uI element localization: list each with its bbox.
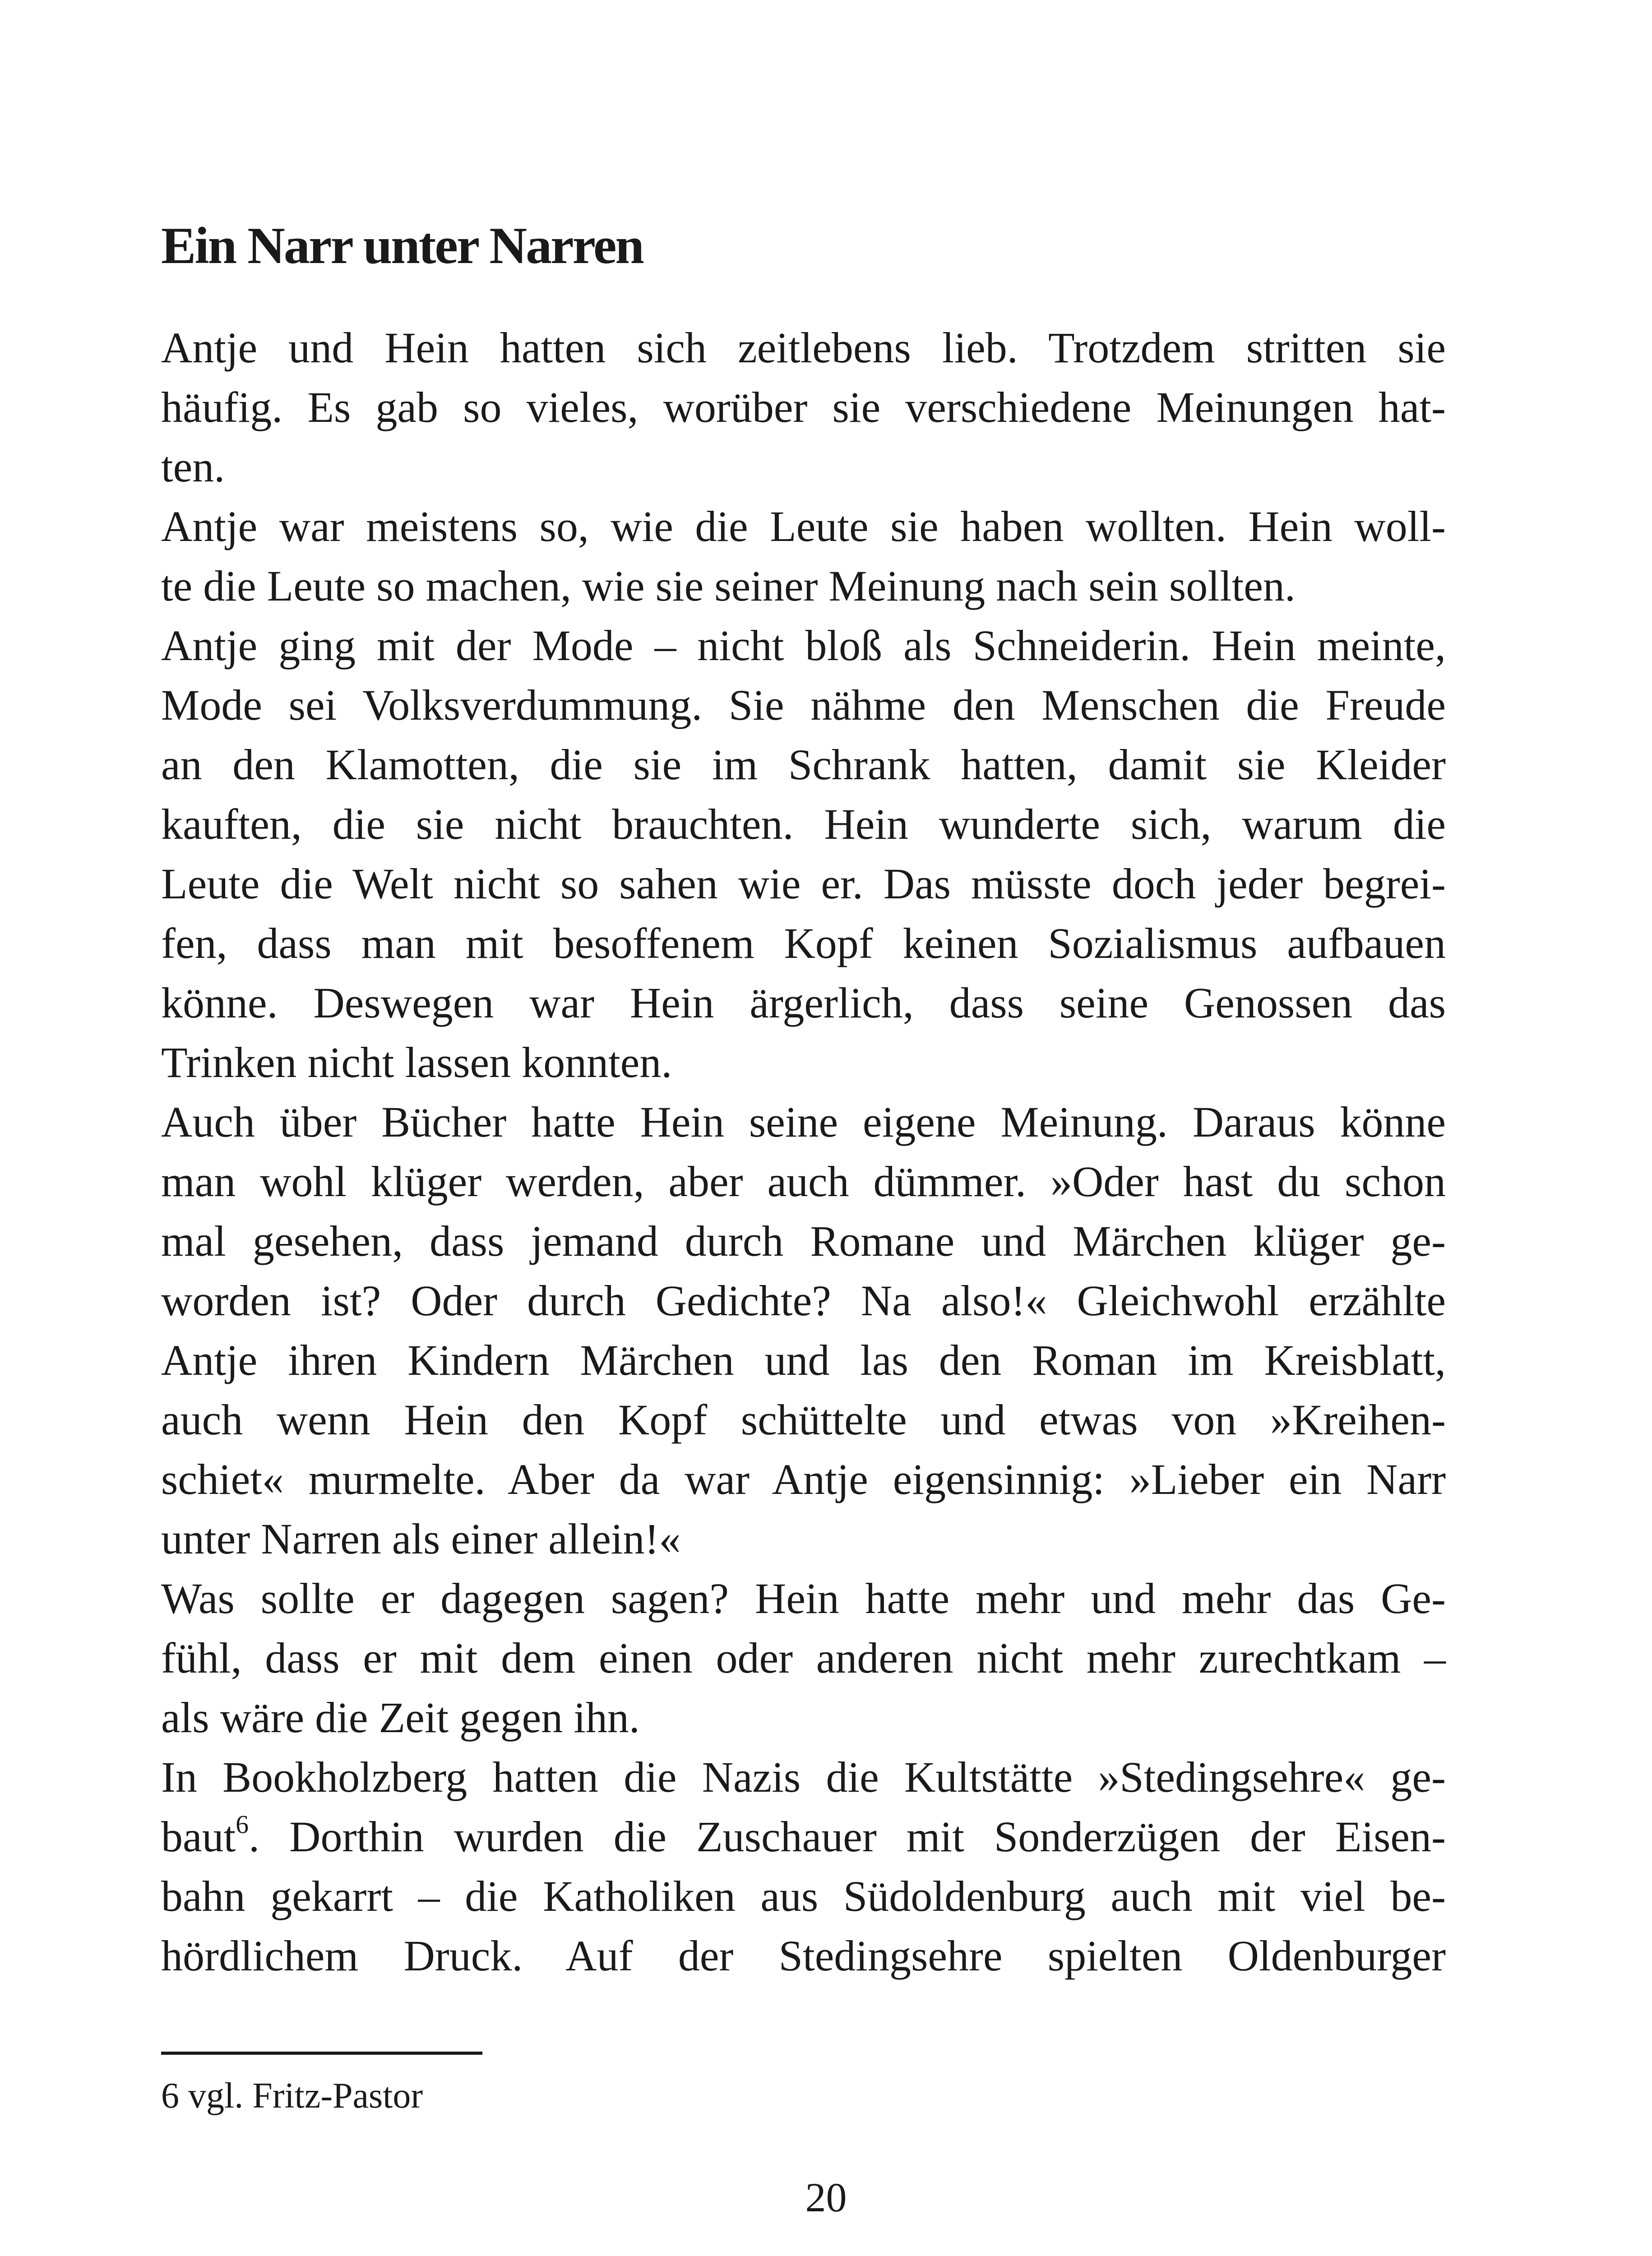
text-fragment: . Dorthin wurden die Zuschauer mit Sonderzügen der Eisen-	[249, 1812, 1446, 1861]
text-line: an den Klamotten, die sie im Schrank hatten, damit sie Kleider	[161, 740, 1446, 789]
text-line: als wäre die Zeit gegen ihn.	[161, 1693, 640, 1742]
text-line: auch wenn Hein den Kopf schüttelte und etwas von »Kreihen-	[161, 1396, 1446, 1444]
body-text	[161, 318, 1446, 1986]
text-line: Mode sei Volksverdummung. Sie nähme den Menschen die Freude	[161, 681, 1446, 729]
text-line-with-footnote-ref	[161, 1807, 1446, 1867]
text-line: könne. Deswegen war Hein ärgerlich, dass seine Genossen das	[161, 979, 1446, 1027]
text-line: worden ist? Oder durch Gedichte? Na also!« Gleichwohl erzählte	[161, 1276, 1446, 1325]
text-line: Antje ihren Kindern Märchen und las den Roman im Kreisblatt,	[161, 1336, 1446, 1384]
text-line: kauften, die sie nicht brauchten. Hein wunderte sich, warum die	[161, 800, 1446, 848]
text-line: Antje und Hein hatten sich zeitlebens lieb. Trotzdem stritten sie	[161, 324, 1446, 372]
page-number: 20	[805, 2174, 847, 2220]
text-line: Leute die Welt nicht so sahen wie er. Das müsste doch jeder begrei-	[161, 860, 1446, 908]
text-line: fühl, dass er mit dem einen oder anderen nicht mehr zurechtkam –	[161, 1634, 1446, 1682]
footnote-reference[interactable]: 6	[236, 1810, 249, 1839]
text-line: fen, dass man mit besoffenem Kopf keinen Sozialismus aufbauen	[161, 919, 1446, 967]
text-line: unter Narren als einer allein!«	[161, 1515, 681, 1563]
text-line: schiet« murmelte. Aber da war Antje eigensinnig: »Lieber ein Narr	[161, 1455, 1446, 1503]
text-line: Antje ging mit der Mode – nicht bloß als Schneiderin. Hein meinte,	[161, 621, 1446, 670]
text-line: te die Leute so machen, wie sie seiner Meinung nach sein sollten.	[161, 562, 1296, 610]
text-line: Antje war meistens so, wie die Leute sie haben wollten. Hein woll-	[161, 502, 1446, 550]
text-line: Auch über Bücher hatte Hein seine eigene Meinung. Daraus könne	[161, 1098, 1446, 1146]
footnote-divider	[161, 2052, 482, 2055]
text-line: mal gesehen, dass jemand durch Romane und Märchen klüger ge-	[161, 1217, 1446, 1265]
text-line: häufig. Es gab so vieles, worüber sie verschiedene Meinungen hat-	[161, 383, 1446, 431]
text-line: hördlichem Druck. Auf der Stedingsehre spielten Oldenburger	[161, 1932, 1446, 1980]
chapter-title: Ein Narr unter Narren	[161, 217, 643, 275]
text-fragment: baut	[161, 1812, 236, 1861]
footnote: 6 vgl. Fritz-Pastor	[161, 2076, 423, 2116]
text-line: Was sollte er dagegen sagen? Hein hatte mehr und mehr das Ge-	[161, 1574, 1446, 1623]
text-line: ten.	[161, 443, 225, 491]
text-line: In Bookholzberg hatten die Nazis die Kultstätte »Stedingsehre« ge-	[161, 1753, 1446, 1801]
text-line: bahn gekarrt – die Katholiken aus Südoldenburg auch mit viel be-	[161, 1872, 1446, 1920]
text-line: Trinken nicht lassen konnten.	[161, 1038, 672, 1086]
text-line: man wohl klüger werden, aber auch dümmer. »Oder hast du schon	[161, 1157, 1446, 1206]
